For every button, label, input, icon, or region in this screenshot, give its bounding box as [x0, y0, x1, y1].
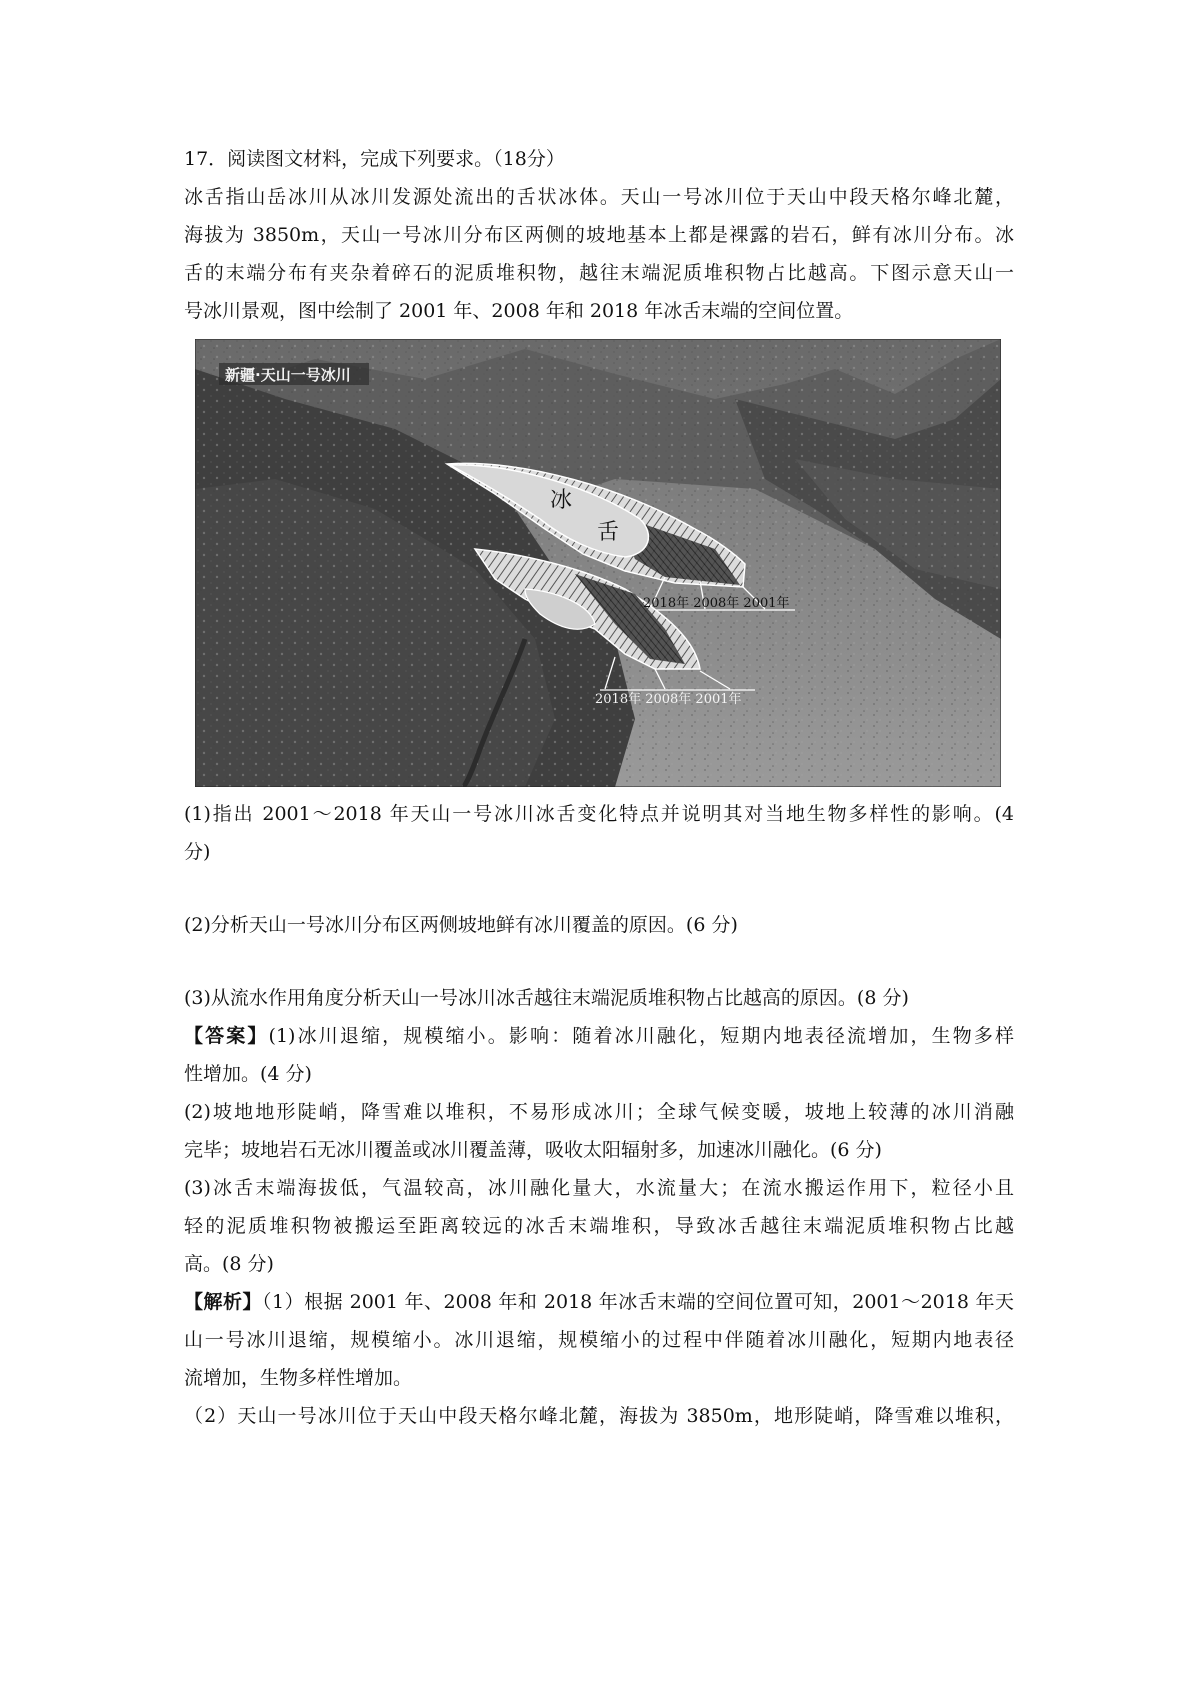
question-header: 17．阅读图文材料，完成下列要求。（18分）	[184, 148, 565, 170]
label-ice: 冰	[550, 488, 573, 513]
subquestion-2: (2)分析天山一号冰川分布区两侧坡地鲜有冰川覆盖的原因。(6 分)	[184, 914, 738, 936]
watermark-label	[219, 363, 369, 385]
material-line: 舌的末端分布有夹杂着碎石的泥质堆积物，越往末端泥质堆积物占比越高。下图示意天山一	[184, 262, 1014, 284]
answer-line: 性增加。(4 分)	[184, 1063, 312, 1085]
subquestion-1-cont: 分)	[184, 841, 211, 863]
svg-text:新疆·天山一号冰川: 新疆·天山一号冰川	[225, 366, 351, 384]
answer-line: (3)冰舌末端海拔低，气温较高，冰川融化量大，水流量大；在流水搬运作用下，粒径小且	[184, 1177, 1014, 1199]
question-content	[184, 140, 1014, 1435]
analysis-line: 【解析】（1）根据 2001 年、2008 年和 2018 年冰舌末端的空间位置可知，2001～2018 年天	[184, 1291, 1014, 1313]
glacier-photo	[195, 339, 1001, 787]
material-line: 号冰川景观，图中绘制了 2001 年、2008 年和 2018 年冰舌末端的空间位置。	[184, 300, 854, 322]
answer-line: 轻的泥质堆积物被搬运至距离较远的冰舌末端堆积，导致冰舌越往末端泥质堆积物占比越	[184, 1215, 1014, 1237]
material-line: 海拔为 3850m，天山一号冰川分布区两侧的坡地基本上都是裸露的岩石，鲜有冰川分布。冰	[184, 224, 1014, 246]
label-tongue: 舌	[597, 520, 620, 545]
answer-line: (2)坡地地形陡峭，降雪难以堆积，不易形成冰川；全球气候变暖，坡地上较薄的冰川消融	[184, 1101, 1014, 1123]
glacier-figure	[195, 339, 1025, 787]
material-line: 冰舌指山岳冰川从冰川发源处流出的舌状冰体。天山一号冰川位于天山中段天格尔峰北麓，	[184, 186, 1014, 208]
answer-line: 【答案】(1)冰川退缩，规模缩小。影响：随着冰川融化，短期内地表径流增加，生物多样	[184, 1025, 1014, 1047]
analysis-line: （2）天山一号冰川位于天山中段天格尔峰北麓，海拔为 3850m，地形陡峭，降雪难以堆积，	[184, 1405, 1014, 1427]
subquestion-3: (3)从流水作用角度分析天山一号冰川冰舌越往末端泥质堆积物占比越高的原因。(8 分)	[184, 987, 909, 1009]
answer-line: 高。(8 分)	[184, 1253, 274, 1275]
answer-line: 完毕；坡地岩石无冰川覆盖或冰川覆盖薄，吸收太阳辐射多，加速冰川融化。(6 分)	[184, 1139, 882, 1161]
years-lower-label: 2018年 2008年 2001年	[595, 692, 742, 707]
years-upper-label: 2018年 2008年 2001年	[643, 596, 790, 611]
subquestion-1: (1)指出 2001～2018 年天山一号冰川冰舌变化特点并说明其对当地生物多样性的影响。(4	[184, 803, 1014, 825]
analysis-line: 流增加，生物多样性增加。	[184, 1367, 413, 1389]
analysis-line: 山一号冰川退缩，规模缩小。冰川退缩，规模缩小的过程中伴随着冰川融化，短期内地表径	[184, 1329, 1014, 1351]
answer-label: 【答案】	[184, 1025, 269, 1047]
analysis-label: 【解析】	[184, 1291, 262, 1313]
